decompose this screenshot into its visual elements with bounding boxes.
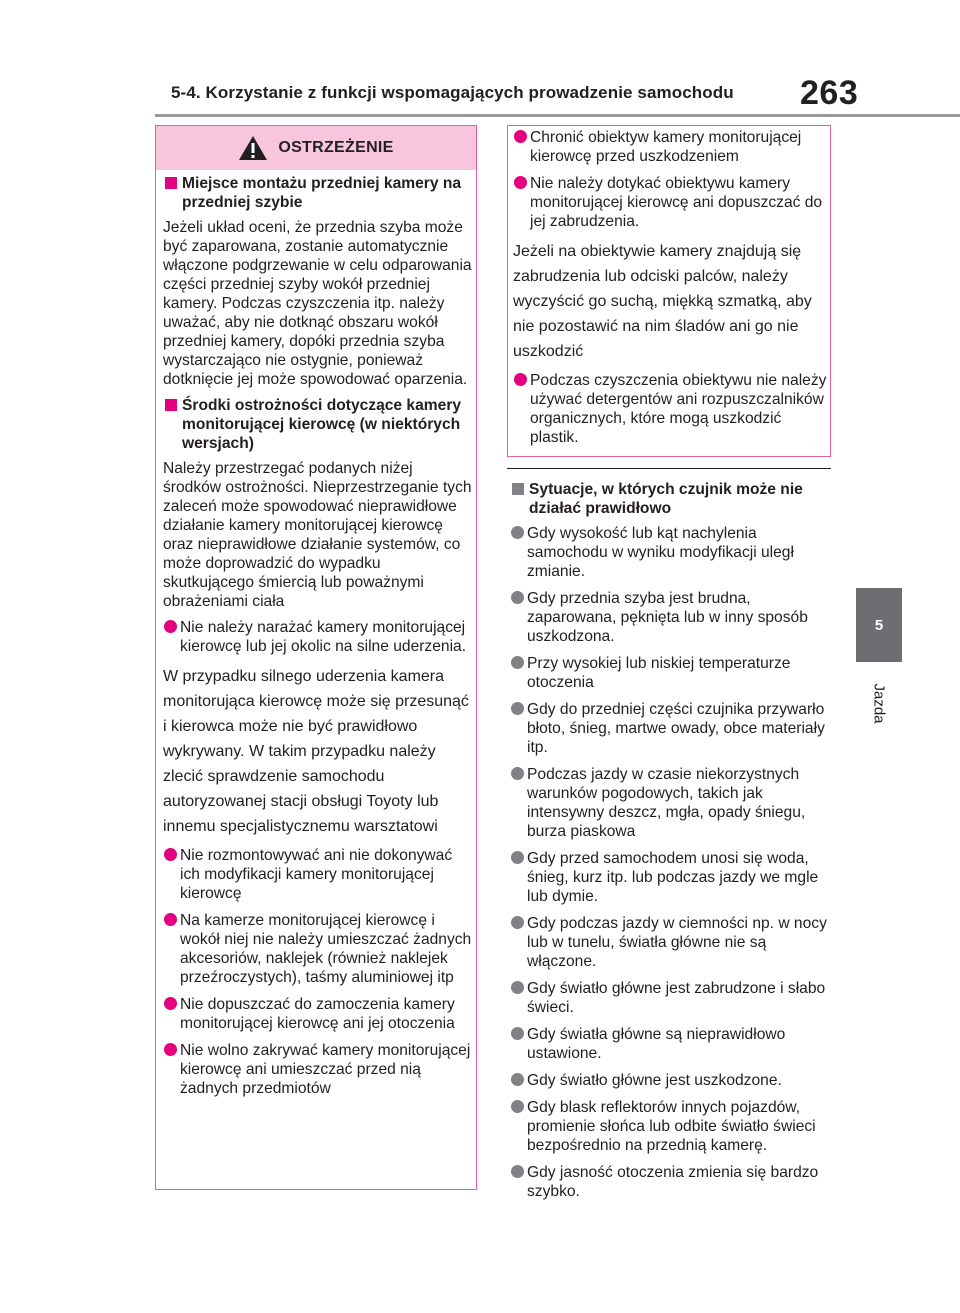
chapter-title: 5-4. Korzystanie z funkcji wspomagających prowadzenie samochodu — [171, 83, 734, 102]
chapter-tab-label: Jazda — [870, 682, 888, 724]
list-item: Chronić obiektyw kamery monitorującej kierowcę przed uszkodzeniem — [513, 128, 829, 166]
list-item: Nie wolno zakrywać kamery monitorującej kierowcę ani umieszczać przed nią żadnych przedmiotów — [163, 1041, 475, 1098]
grey-bullet-icon — [511, 591, 524, 604]
pink-square-icon — [165, 177, 177, 189]
grey-bullet-icon — [511, 656, 524, 669]
grey-bullet-icon — [511, 1027, 524, 1040]
list-item: Gdy przednia szyba jest brudna, zaparowana, pęknięta lub w inny sposób uszkodzona. — [510, 589, 832, 646]
grey-bullet-icon — [511, 767, 524, 780]
situations-section — [510, 478, 832, 1209]
list-item: Nie dopuszczać do zamoczenia kamery monitorującej kierowcę ani jej otoczenia — [163, 995, 475, 1033]
section-divider — [507, 468, 831, 469]
list-item: Gdy przed samochodem unosi się woda, śnieg, kurz itp. lub podczas jazdy we mgle lub dymie. — [510, 849, 832, 906]
grey-bullet-icon — [511, 526, 524, 539]
pink-bullet-icon — [514, 130, 527, 143]
paragraph: W przypadku silnego uderzenia kamera monitorująca kierowcę może się przesunąć i kierowca może nie być prawidłowo wykrywany. W takim przypadku należy zlecić sprawdzenie samochodu autoryzowanej stacji obsługi Toyoty lub innemu specjalistycznemu warsztatowi — [163, 668, 469, 835]
list-item: Gdy blask reflektorów innych pojazdów, promienie słońca lub odbite światło świeci bezpośrednio na przednią kamerę. — [510, 1098, 832, 1155]
pink-bullet-icon — [164, 1043, 177, 1056]
grey-bullet-icon — [511, 981, 524, 994]
list-item: Gdy światła główne są nieprawidłowo ustawione. — [510, 1025, 832, 1063]
pink-bullet-icon — [164, 913, 177, 926]
chapter-tab-number: 5 — [874, 616, 884, 634]
pink-bullet-icon — [164, 848, 177, 861]
list-item: Gdy wysokość lub kąt nachylenia samochodu w wyniku modyfikacji uległ zmianie. — [510, 524, 832, 581]
list-item: Nie rozmontowywać ani nie dokonywać ich modyfikacji kamery monitorującej kierowcę — [163, 846, 475, 903]
pink-bullet-icon — [164, 997, 177, 1010]
list-item: Gdy jasność otoczenia zmienia się bardzo szybko. — [510, 1163, 832, 1201]
pink-bullet-icon — [164, 620, 177, 633]
list-item: Przy wysokiej lub niskiej temperaturze otoczenia — [510, 654, 832, 692]
list-item: Gdy światło główne jest uszkodzone. — [510, 1071, 832, 1090]
warning-title: OSTRZEŻENIE — [278, 139, 394, 156]
grey-bullet-icon — [511, 1073, 524, 1086]
warning-content-right — [513, 128, 829, 455]
pink-bullet-icon — [514, 176, 527, 189]
header-divider — [155, 114, 960, 117]
list-item: Podczas jazdy w czasie niekorzystnych warunków pogodowych, takich jak intensywny deszcz, mgła, opady śniegu, burza piaskowa — [510, 765, 832, 841]
paragraph: Jeżeli na obiektywie kamery znajdują się zabrudzenia lub odciski palców, należy wyczyścić go suchą, miękką szmatką, aby nie pozostawić na nim śladów ani go nie uszkodzić — [513, 243, 812, 360]
warning-header — [156, 126, 476, 170]
section-heading: Środki ostrożności dotyczące kamery monitorującej kierowcę (w niektórych wersjach) — [163, 396, 475, 453]
grey-bullet-icon — [511, 702, 524, 715]
list-item: Gdy do przedniej części czujnika przywarło błoto, śnieg, martwe owady, obce materiały itp. — [510, 700, 832, 757]
list-item: Gdy światło główne jest zabrudzone i słabo świeci. — [510, 979, 832, 1017]
list-item: Nie należy narażać kamery monitorującej kierowcę lub jej okolic na silne uderzenia. — [163, 618, 475, 656]
section-heading: Miejsce montażu przedniej kamery na przedniej szybie — [163, 174, 475, 212]
grey-bullet-icon — [511, 851, 524, 864]
chapter-tab[interactable] — [856, 588, 902, 662]
warning-triangle-icon — [238, 135, 268, 161]
section-heading: Sytuacje, w których czujnik może nie działać prawidłowo — [510, 480, 832, 518]
pink-bullet-icon — [514, 373, 527, 386]
grey-bullet-icon — [511, 1165, 524, 1178]
list-item: Nie należy dotykać obiektywu kamery monitorującej kierowcę ani dopuszczać do jej zabrudzenia. — [513, 174, 829, 231]
list-item: Podczas czyszczenia obiektywu nie należy używać detergentów ani rozpuszczalników organicznych, które mogą uszkodzić plastik. — [513, 371, 829, 447]
paragraph: Jeżeli układ oceni, że przednia szyba może być zaparowana, zostanie automatycznie włączone podgrzewanie w celu odparowania części przedniej szyby wokół przedniej kamery. Podczas czyszczenia itp. należy uważać, aby nie dotknąć obszaru wokół przedniej kamery, dopóki przednia szyba wystarczająco nie ostygnie, ponieważ dotknięcie jej może spowodować oparzenia. — [163, 219, 472, 388]
grey-square-icon — [512, 483, 524, 495]
grey-bullet-icon — [511, 1100, 524, 1113]
list-item: Na kamerze monitorującej kierowcę i wokół niej nie należy umieszczać żadnych akcesoriów, naklejek (również naklejek przeźroczystych), taśmy aluminiowej itp — [163, 911, 475, 987]
page-number: 263 — [800, 74, 859, 112]
pink-square-icon — [165, 399, 177, 411]
paragraph: Należy przestrzegać podanych niżej środków ostrożności. Nieprzestrzeganie tych zaleceń może spowodować nieprawidłowe działanie kamery monitorującej kierowcę oraz nieprawidłowe działanie systemów, co może doprowadzić do wypadku skutkującego śmiercią lub poważnymi obrażeniami ciała — [163, 460, 472, 610]
grey-bullet-icon — [511, 916, 524, 929]
list-item: Gdy podczas jazdy w ciemności np. w nocy lub w tunelu, światła główne nie są włączone. — [510, 914, 832, 971]
warning-content-left — [163, 172, 475, 1106]
